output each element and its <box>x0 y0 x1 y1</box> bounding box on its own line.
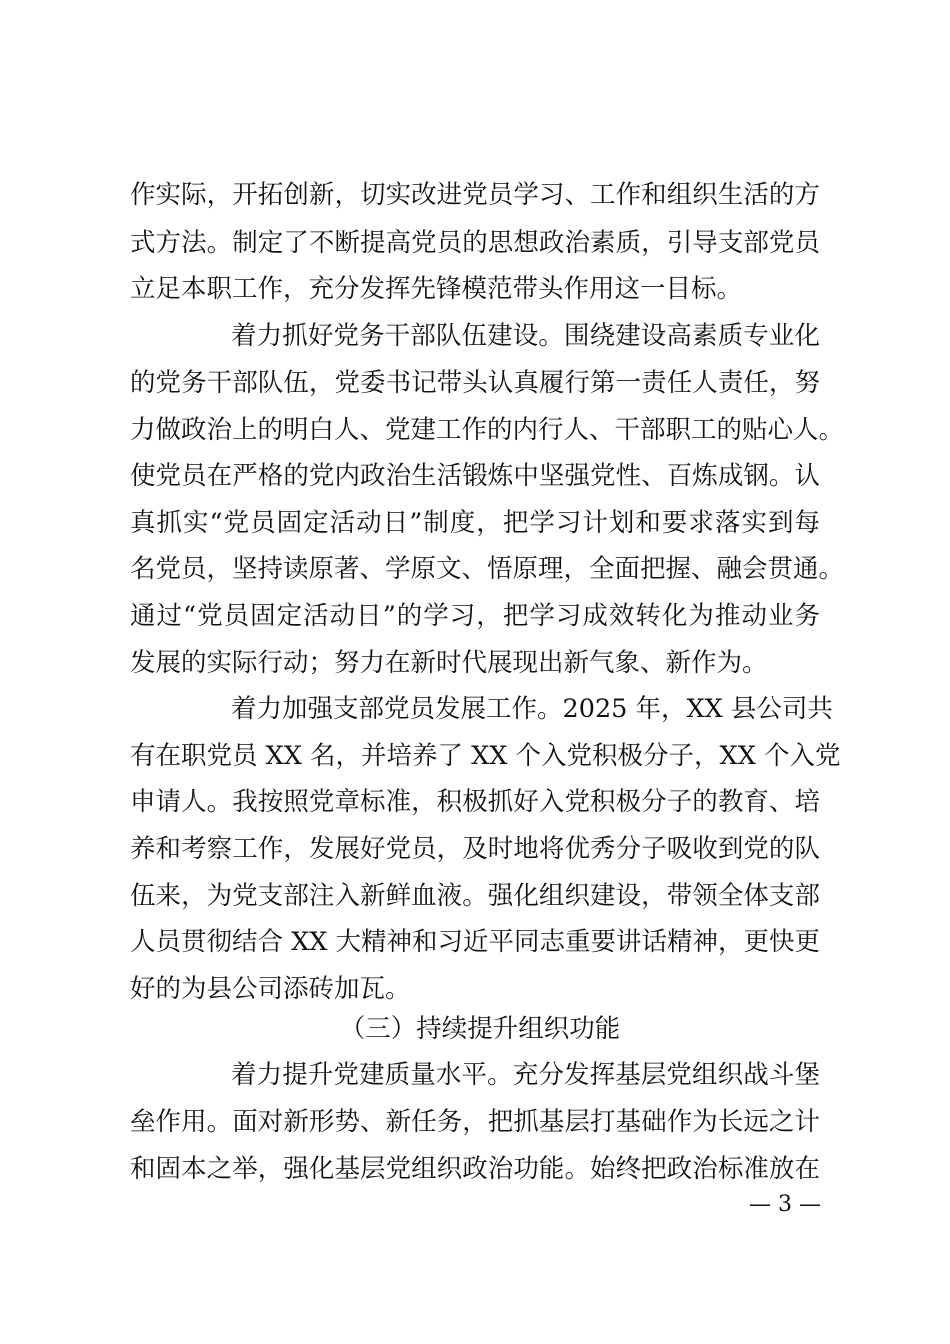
paragraph-line: 申请人。我按照党章标准，积极抓好入党积极分子的教育、培 <box>130 787 820 817</box>
paragraph-line: 作实际，开拓创新，切实改进党员学习、工作和组织生活的方 <box>130 180 820 210</box>
paragraph-line: 通过“党员固定活动日”的学习，把学习成效转化为推动业务 <box>130 601 820 631</box>
paragraph-line: 人员贯彻结合 XX 大精神和习近平同志重要讲话精神，更快更 <box>130 927 821 957</box>
paragraph-line: 使党员在严格的党内政治生活锻炼中坚强党性、百炼成钢。认 <box>130 461 820 491</box>
paragraph-line: 名党员，坚持读原著、学原文、悟原理，全面把握、融会贯通。 <box>130 554 845 584</box>
paragraph-line: 伍来，为党支部注入新鲜血液。强化组织建设，带领全体支部 <box>130 881 820 911</box>
paragraph-line: 立足本职工作，充分发挥先锋模范带头作用这一目标。 <box>130 274 743 304</box>
paragraph-first-line: 着力抓好党务干部队伍建设。围绕建设高素质专业化 <box>231 321 820 351</box>
paragraph-line: 和固本之举，强化基层党组织政治功能。始终把政治标准放在 <box>130 1154 820 1184</box>
paragraph-line: 发展的实际行动；努力在新时代展现出新气象、新作为。 <box>130 648 768 678</box>
paragraph-line: 养和考察工作，发展好党员，及时地将优秀分子吸收到党的队 <box>130 834 820 864</box>
paragraph-line: 力做政治上的明白人、党建工作的内行人、干部职工的贴心人。 <box>130 415 845 445</box>
paragraph-line: 式方法。制定了不断提高党员的思想政治素质，引导支部党员 <box>130 228 820 258</box>
paragraph-first-line: 着力加强支部党员发展工作。2025 年，XX 县公司共 <box>231 694 833 724</box>
page-number: — 3 — <box>749 1192 821 1217</box>
paragraph-line: 的党务干部队伍，党委书记带头认真履行第一责任人责任，努 <box>130 368 820 398</box>
paragraph-line: 真抓实“党员固定活动日”制度，把学习计划和要求落实到每 <box>130 508 820 538</box>
paragraph-line: 好的为县公司添砖加瓦。 <box>130 974 411 1004</box>
paragraph-first-line: 着力提升党建质量水平。充分发挥基层党组织战斗堡 <box>231 1060 820 1090</box>
section-heading: （三）持续提升组织功能 <box>339 1014 621 1044</box>
paragraph-line: 有在职党员 XX 名，并培养了 XX 个入党积极分子，XX 个入党 <box>130 741 841 771</box>
paragraph-line: 垒作用。面对新形势、新任务，把抓基层打基础作为长远之计 <box>130 1107 820 1137</box>
